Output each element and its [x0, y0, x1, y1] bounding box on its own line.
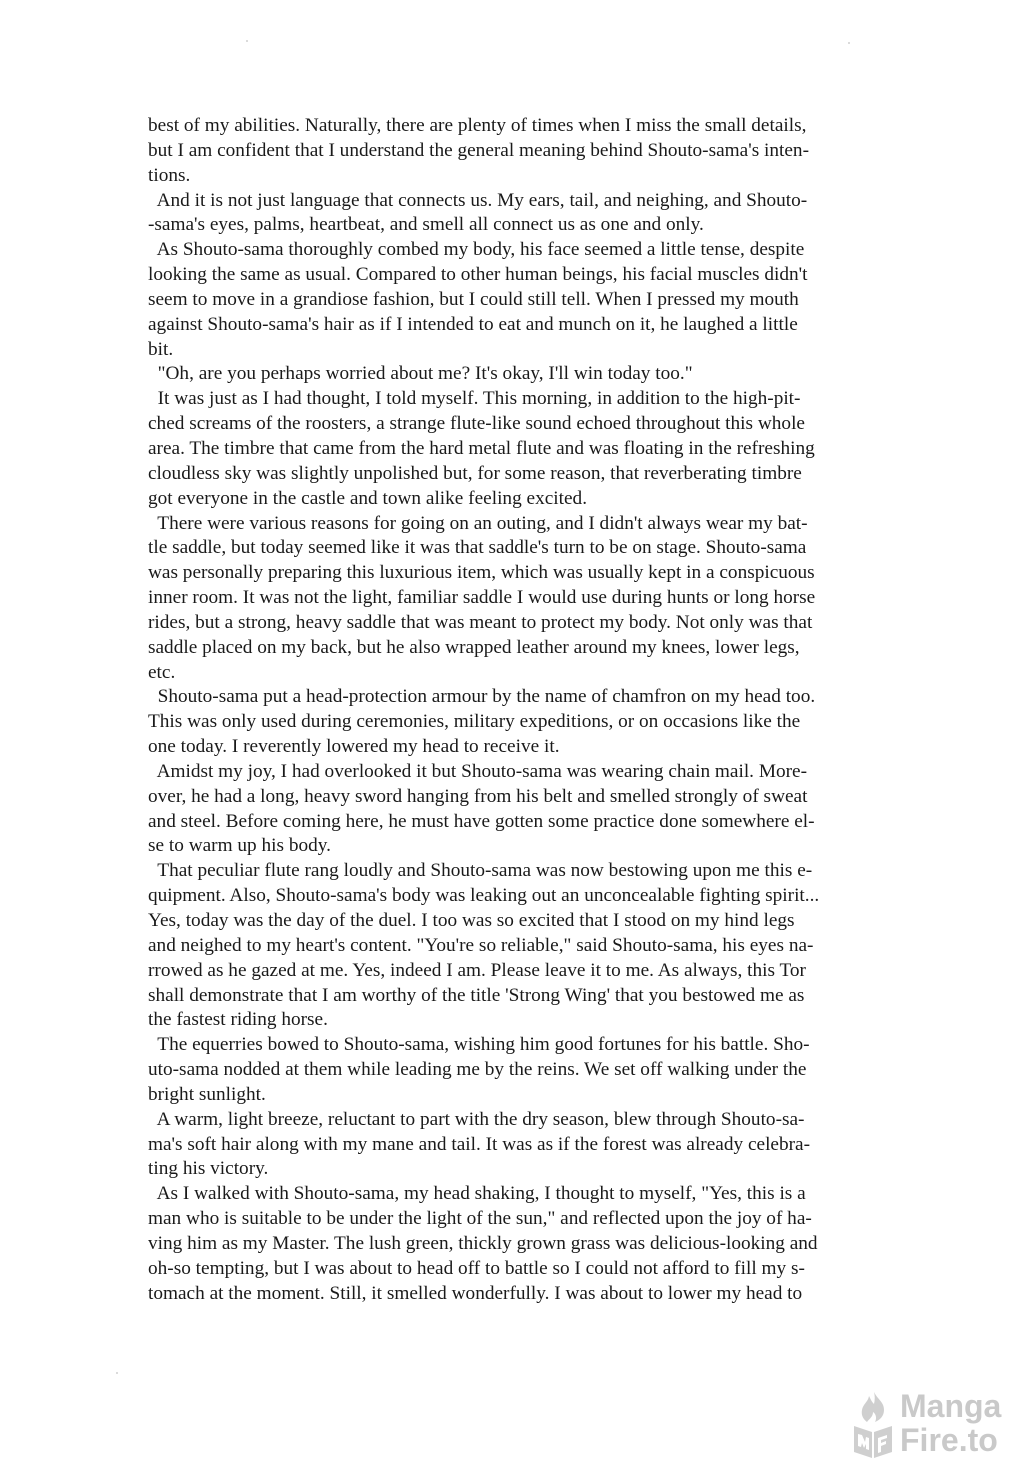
- text-line: Yes, today was the day of the duel. I too was so excited that I stood on my hind legs: [148, 910, 795, 931]
- body-text: [148, 114, 912, 1307]
- watermark-line-1: Manga: [900, 1388, 1002, 1424]
- text-line: etc.: [148, 661, 176, 683]
- text-line: As Shouto-sama thoroughly combed my body, his face seemed a little tense, despite: [148, 239, 805, 261]
- text-line: ving him as my Master. The lush green, thickly grown grass was delicious-looking and: [148, 1232, 818, 1254]
- text-line: As I walked with Shouto-sama, my head shaking, I thought to myself, "Yes, this is a: [148, 1183, 806, 1205]
- text-line: one today. I reverently lowered my head to receive it.: [148, 736, 560, 758]
- text-line: saddle placed on my back, but he also wrapped leather around my knees, lower legs,: [148, 636, 800, 658]
- text-line: oh-so tempting, but I was about to head off to battle so I could not afford to fill my s-: [148, 1257, 805, 1279]
- scan-speck: [246, 40, 248, 42]
- text-line: bit.: [148, 338, 174, 360]
- text-line: And it is not just language that connects us. My ears, tail, and neighing, and Shouto-: [148, 189, 808, 211]
- text-line: This was only used during ceremonies, military expeditions, or on occasions like the: [148, 711, 801, 733]
- text-line: rrowed as he gazed at me. Yes, indeed I am. Please leave it to me. As always, this Tor: [148, 959, 806, 981]
- text-line: best of my abilities. Naturally, there are plenty of times when I miss the small details,: [148, 115, 807, 136]
- text-line: tions.: [148, 164, 191, 186]
- text-line: inner room. It was not the light, familiar saddle I would use during hunts or long horse: [148, 587, 816, 609]
- text-line: area. The timbre that came from the hard metal flute and was floating in the refreshing: [148, 437, 815, 459]
- text-line: That peculiar flute rang loudly and Shouto-sama was now bestowing upon me this e-: [148, 860, 813, 882]
- text-line: tomach at the moment. Still, it smelled wonderfully. I was about to lower my head to: [148, 1282, 803, 1304]
- text-line: There were various reasons for going on an outing, and I didn't always wear my bat-: [148, 512, 808, 534]
- text-line: seem to move in a grandiose fashion, but I could still tell. When I pressed my mouth: [148, 288, 799, 310]
- text-line: Amidst my joy, I had overlooked it but Shouto-sama was wearing chain mail. More-: [148, 760, 808, 782]
- text-line: but I am confident that I understand the general meaning behind Shouto-sama's inten-: [148, 139, 809, 161]
- text-line: ting his victory.: [148, 1158, 269, 1180]
- text-line: and neighed to my heart's content. "You're so reliable," said Shouto-sama, his eyes na-: [148, 934, 814, 956]
- text-line: tle saddle, but today seemed like it was that saddle's turn to be on stage. Shouto-sama: [148, 537, 807, 559]
- text-line: The equerries bowed to Shouto-sama, wishing him good fortunes for his battle. Sho-: [148, 1034, 810, 1056]
- text-line: rides, but a strong, heavy saddle that was meant to protect my body. Not only was that: [148, 611, 813, 633]
- scan-speck: [116, 1372, 118, 1374]
- text-line: quipment. Also, Shouto-sama's body was leaking out an unconcealable fighting spirit...: [148, 885, 820, 907]
- text-line: got everyone in the castle and town alike feeling excited.: [148, 487, 588, 509]
- text-line: -sama's eyes, palms, heartbeat, and smell all connect us as one and only.: [148, 214, 704, 236]
- text-line: man who is suitable to be under the light of the sun," and reflected upon the joy of ha-: [148, 1208, 812, 1230]
- text-line: ched screams of the roosters, a strange flute-like sound echoed throughout this whole: [148, 413, 805, 435]
- text-line: A warm, light breeze, reluctant to part with the dry season, blew through Shouto-sa-: [148, 1108, 805, 1130]
- text-line: uto-sama nodded at them while leading me by the reins. We set off walking under the: [148, 1059, 807, 1081]
- scan-speck: [848, 42, 850, 44]
- text-line: se to warm up his body.: [148, 835, 331, 857]
- text-line: over, he had a long, heavy sword hanging from his belt and smelled strongly of sweat: [148, 785, 808, 807]
- text-line: "Oh, are you perhaps worried about me? It's okay, I'll win today too.": [148, 363, 693, 385]
- text-line: It was just as I had thought, I told myself. This morning, in addition to the high-pit-: [148, 388, 801, 410]
- text-line: against Shouto-sama's hair as if I intended to eat and munch on it, he laughed a little: [148, 313, 798, 335]
- text-line: looking the same as usual. Compared to other human beings, his facial muscles didn't: [148, 264, 808, 286]
- mangafire-watermark: [848, 1386, 1018, 1462]
- text-line: was personally preparing this luxurious item, which was usually kept in a conspicuous: [148, 562, 815, 584]
- text-line: shall demonstrate that I am worthy of the title 'Strong Wing' that you bestowed me as: [148, 984, 805, 1006]
- text-line: the fastest riding horse.: [148, 1009, 328, 1031]
- flame-book-logo-icon: [848, 1386, 898, 1462]
- text-line: bright sunlight.: [148, 1083, 266, 1105]
- text-line: and steel. Before coming here, he must have gotten some practice done somewhere el-: [148, 810, 815, 832]
- watermark-line-2: Fire.to: [900, 1422, 998, 1458]
- text-line: ma's soft hair along with my mane and tail. It was as if the forest was already celebra-: [148, 1133, 811, 1155]
- text-line: Shouto-sama put a head-protection armour by the name of chamfron on my head too.: [148, 686, 816, 708]
- text-line: cloudless sky was slightly unpolished but, for some reason, that reverberating timbre: [148, 462, 802, 484]
